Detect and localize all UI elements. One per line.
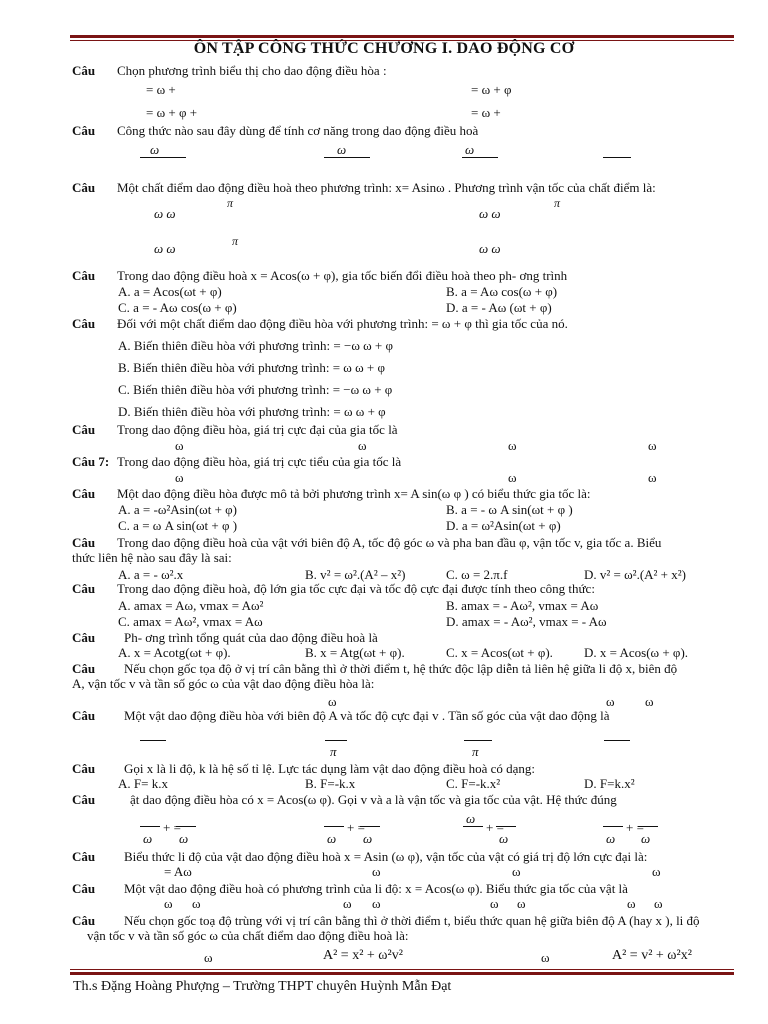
answer-option: B. amax = - Aω², vmax = Aω [446,598,599,613]
question-label: Câu [72,761,96,776]
answer-option: A. a = - ω².x [118,567,184,582]
omega-symbol: ω [499,831,509,846]
fraction-bar [464,740,492,741]
fraction-bar [462,157,498,158]
omega-symbol: ω [179,831,189,846]
answer-option: D. a = - Aω (ωt + φ) [446,300,552,315]
answer-option: ω [648,470,657,485]
answer-option: = ω + [471,105,501,120]
question-text: Trong dao động điều hòa, giá trị cực đại của gia tốc là [117,422,398,437]
answer-option: A. amax = Aω, vmax = Aω² [118,598,264,613]
question-label: Câu [72,180,96,195]
question-text: Một vật dao động điều hòa với biên độ A và tốc độ cực đại v . Tần số góc của vật dao động là [124,708,610,723]
fraction-bar [324,157,370,158]
omega-symbol: ω [641,831,651,846]
pi-symbol: π [554,196,561,210]
question-label: Câu [72,268,96,283]
answer-option: ω ω [479,206,501,221]
bottom-rule-thin [70,969,734,970]
question-text-continued: thức liên hệ nào sau đây là sai: [72,550,232,565]
answer-option: ω [490,896,499,911]
answer-option: C. a = ω A sin(ωt + φ ) [118,518,238,533]
answer-option: ω [465,142,475,157]
question-label: Câu [72,486,96,501]
question-label: Câu [72,316,96,331]
answer-option: ω [508,470,517,485]
answer-option: ω [645,694,654,709]
question-text: Công thức nào sau đây dùng để tính cơ năng trong dao động điều hoà [117,123,479,138]
question-text: Trong dao động điều hoà x = Acos(ω + φ), gia tốc biến đổi điều hoà theo ph- ơng trình [117,268,568,283]
question-text: Ph- ơng trình tổng quát của dao động điều hoà là [124,630,378,645]
question-label: Câu [72,661,96,676]
question-text: Trong dao động điều hoà, độ lớn gia tốc cực đại và tốc độ cực đại được tính theo công thức: [117,581,595,596]
answer-option: ω [328,694,337,709]
answer-option: B. a = - ω A sin(ωt + φ ) [446,502,573,517]
question-label: Câu [72,708,96,723]
question-text: Một vật dao động điều hoà có phương trình của li độ: x = Acos(ω φ). Biểu thức gia tốc của vật là [124,881,628,896]
answer-option: A. a = -ω²Asin(ωt + φ) [118,502,237,517]
answer-option: ω [175,470,184,485]
answer-option: + = [626,820,644,835]
question-text: ật dao động điều hòa có x = Acos(ω φ). Gọi v và a là vận tốc và gia tốc của vật. Hệ thức đúng [130,792,617,807]
answer-option: B. Biến thiên điều hòa với phương trình: = ω ω + φ [118,360,385,375]
omega-symbol: ω [466,811,476,826]
pi-symbol: π [227,196,234,210]
answer-option: B. a = Aω cos(ω + φ) [446,284,558,299]
answer-option: ω [164,896,173,911]
answer-option: C. F=-k.x² [446,776,501,791]
fraction-bar [324,826,344,827]
answer-option: ω [648,438,657,453]
answer-option: ω [508,438,517,453]
answer-option: B. v² = ω².(A² – x²) [305,567,406,582]
answer-option: ω [627,896,636,911]
bottom-rule-thick [70,972,734,975]
question-text: Nếu chọn gốc tọa độ ở vị trí cân bằng thì ở thời điểm t, hệ thức độc lập diễn tả liên hệ giữa li độ x, biên độ [124,661,678,676]
answer-option: = ω + [146,82,176,97]
answer-option: A. Biến thiên điều hòa với phương trình: = −ω ω + φ [118,338,394,353]
question-label: Câu [72,849,96,864]
fraction-bar [463,826,483,827]
question-text: Nếu chọn gốc toạ độ trùng với vị trí cân bằng thì ở thời điểm t, biểu thức quan hệ giữa biên độ A (hay x ), li độ [124,913,700,928]
answer-option: C. x = Acos(ωt + φ). [446,645,553,660]
answer-option: ω [372,864,381,879]
fraction-bar [604,740,630,741]
omega-symbol: ω [363,831,373,846]
answer-option: ω [541,950,550,965]
answer-option: ω [358,438,367,453]
question-label: Câu [72,422,96,437]
pi-symbol: π [232,234,239,248]
answer-option: ω [652,864,661,879]
omega-symbol: ω [606,831,616,846]
fraction-bar [603,157,631,158]
question-label: Câu [72,535,96,550]
answer-option: A² = x² + ω²v² [323,948,403,963]
question-label: Câu [72,881,96,896]
question-label: Câu [72,63,96,78]
page-title: ÔN TẬP CÔNG THỨC CHƯƠNG I. DAO ĐỘNG CƠ [193,40,575,57]
fraction-bar [140,826,160,827]
answer-option: ω ω [154,241,176,256]
answer-option: A. F= k.x [118,776,168,791]
question-text: Gọi x là li độ, k là hệ số tỉ lệ. Lực tác dụng làm vật dao động điều hoà có dạng: [124,761,536,776]
question-text: Trong dao động điều hoà của vật với biên độ A, tốc độ góc ω và pha ban đầu φ, vận tốc v, gia tốc a. Biểu [117,535,662,550]
answer-option: ω [175,438,184,453]
question-text: Một dao động điều hòa được mô tả bởi phương trình x= A sin(ω φ ) có biểu thức gia tốc là: [117,486,591,501]
fraction-bar [325,740,347,741]
answer-option: ω [204,950,213,965]
answer-option: A. a = Acos(ωt + φ) [118,284,222,299]
answer-option: C. Biến thiên điều hòa với phương trình: = −ω ω + φ [118,382,393,397]
omega-symbol: ω [143,831,153,846]
question-text-continued: vận tốc v và tần số góc ω của chất điểm dao động điều hoà là: [87,928,409,943]
answer-option: ω [654,896,663,911]
answer-option: D. a = ω²Asin(ωt + φ) [446,518,561,533]
question-text: Một chất điểm dao động điều hoà theo phương trình: x= Asinω . Phương trình vận tốc của chất điểm là: [117,180,656,195]
answer-option: C. a = - Aω cos(ω + φ) [118,300,237,315]
fraction-bar [140,157,186,158]
question-text: Đối với một chất điểm dao động điều hòa với phương trình: = ω + φ thì gia tốc của nó. [117,316,568,331]
answer-option: + = [347,820,365,835]
answer-option: ω [337,142,347,157]
answer-option: ω [517,896,526,911]
answer-option: ω ω [154,206,176,221]
answer-option: B. F=-k.x [305,776,356,791]
top-rule-thick [70,35,734,38]
answer-option: ω ω [479,241,501,256]
answer-option: B. x = Atg(ωt + φ). [305,645,405,660]
question-label: Câu 7: [72,454,110,469]
question-label: Câu [72,581,96,596]
answer-option: = ω + φ + [146,105,198,120]
answer-option: C. ω = 2.π.f [446,567,508,582]
pi-symbol: π [472,744,479,759]
answer-option: D. amax = - Aω², vmax = - Aω [446,614,607,629]
answer-option: ω [192,896,201,911]
pi-symbol: π [330,744,337,759]
answer-option: D. v² = ω².(A² + x²) [584,567,686,582]
question-label: Câu [72,630,96,645]
fraction-bar [603,826,623,827]
question-text: Chọn phương trình biểu thị cho dao động điều hòa : [117,63,387,78]
question-label: Câu [72,913,96,928]
answer-option: A² = v² + ω²x² [612,948,692,963]
answer-option: ω [150,142,160,157]
answer-option: ω [343,896,352,911]
question-text: Trong dao động điều hòa, giá trị cực tiểu của gia tốc là [117,454,402,469]
answer-option: C. amax = Aω², vmax = Aω [118,614,263,629]
answer-option: + = [163,820,181,835]
fraction-bar [140,740,166,741]
omega-symbol: ω [327,831,337,846]
answer-option: + = [486,820,504,835]
page-footer: Th.s Đặng Hoàng Phượng – Trường THPT chuyên Huỳnh Mẫn Đạt [73,979,452,994]
question-text-continued: A, vận tốc v và tần số góc ω của vật dao động điều hòa là: [72,676,375,691]
answer-option: D. F=k.x² [584,776,635,791]
answer-option: = Aω [164,864,192,879]
question-text: Biểu thức li độ của vật dao động điều hoà x = Asin (ω φ), vận tốc của vật có giá trị độ lớn cực đại là: [124,849,648,864]
answer-option: ω [606,694,615,709]
answer-option: ω [512,864,521,879]
question-label: Câu [72,792,96,807]
answer-option: A. x = Acotg(ωt + φ). [118,645,231,660]
question-label: Câu [72,123,96,138]
answer-option: ω [372,896,381,911]
answer-option: D. x = Acos(ω + φ). [584,645,689,660]
answer-option: D. Biến thiên điều hòa với phương trình: = ω ω + φ [118,404,386,419]
answer-option: = ω + φ [471,82,512,97]
